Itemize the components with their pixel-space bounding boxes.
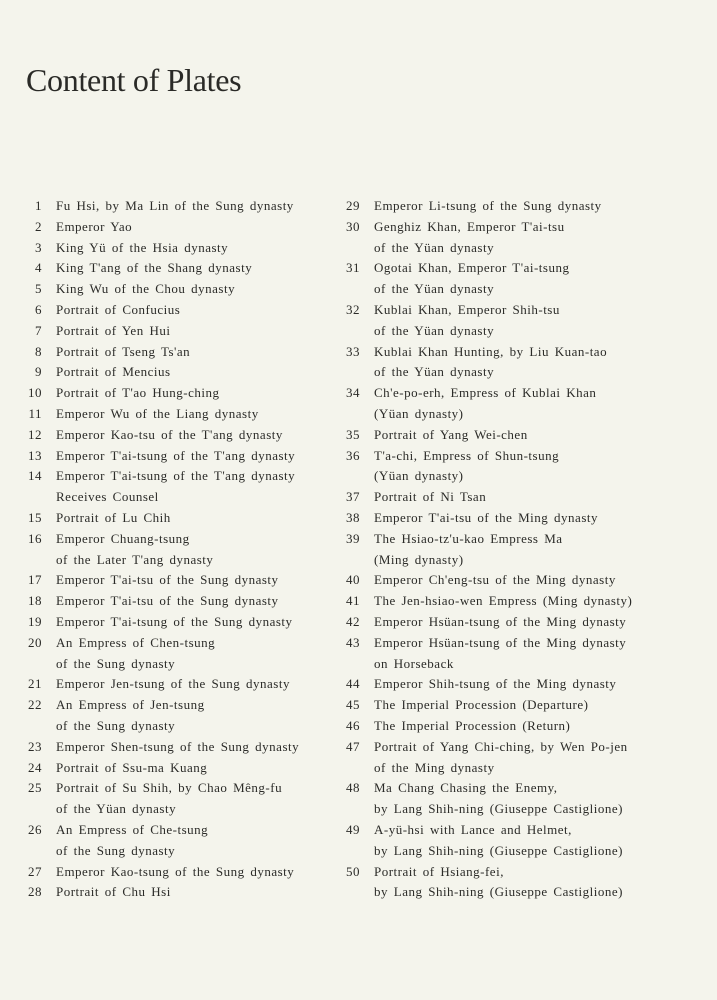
plate-title: A-yü-hsi with Lance and Helmet, <box>374 821 572 837</box>
plate-number: 32 <box>346 301 360 317</box>
plate-number <box>340 466 360 487</box>
plate-number: 27 <box>28 863 42 879</box>
plate-number: 1 <box>35 198 42 213</box>
plate-title: Emperor Kao-tsung of the Sung dynasty <box>56 863 295 879</box>
plate-number: 7 <box>35 322 42 338</box>
plate-entry <box>22 342 337 363</box>
plate-title: King Wu of the Chou dynasty <box>56 281 236 297</box>
plates-list-right <box>340 196 710 903</box>
plate-title: An Empress of Chen-tsung <box>56 634 216 650</box>
plate-entry <box>340 425 710 446</box>
plate-title: Ogotai Khan, Emperor T'ai-tsung <box>374 260 570 276</box>
plate-entry <box>340 529 710 550</box>
plate-number: 35 <box>346 426 360 442</box>
plate-number <box>340 279 360 300</box>
plate-number: 49 <box>346 821 360 837</box>
plate-entry <box>22 217 337 238</box>
plate-title: by Lang Shih-ning (Giuseppe Castiglione) <box>374 801 623 817</box>
plate-entry-continuation <box>340 550 710 571</box>
plate-number <box>22 799 42 820</box>
plate-entry <box>340 695 710 716</box>
plate-number: 44 <box>346 676 360 692</box>
plate-entry <box>22 820 337 841</box>
plate-title: Emperor Ch'eng-tsu of the Ming dynasty <box>374 572 616 588</box>
plate-entry <box>340 591 710 612</box>
plate-title: Portrait of T'ao Hung-ching <box>56 385 220 401</box>
plate-entry <box>22 466 337 487</box>
plate-number: 22 <box>28 697 42 713</box>
plate-number: 25 <box>28 780 42 796</box>
plate-title: Portrait of Tseng Ts'an <box>56 343 191 359</box>
plate-number: 26 <box>28 821 42 837</box>
plate-number <box>340 799 360 820</box>
plate-entry <box>22 591 337 612</box>
plate-number <box>340 321 360 342</box>
plate-title: Portrait of Mencius <box>56 364 171 380</box>
plate-title: Emperor Shen-tsung of the Sung dynasty <box>56 738 300 754</box>
plate-entry <box>340 446 710 467</box>
plate-entry <box>22 882 337 903</box>
plate-entry <box>340 862 710 883</box>
plate-title: of the Yüan dynasty <box>374 364 495 380</box>
plate-entry <box>22 862 337 883</box>
plate-entry-continuation <box>340 404 710 425</box>
plate-entry <box>340 487 710 508</box>
plate-entry <box>22 446 337 467</box>
plate-title: Emperor Hsüan-tsung of the Ming dynasty <box>374 634 627 650</box>
plate-title: The Jen-hsiao-wen Empress (Ming dynasty) <box>374 593 633 609</box>
plate-number: 14 <box>28 468 42 484</box>
plate-title: (Yüan dynasty) <box>374 405 464 421</box>
plate-entry <box>340 217 710 238</box>
plate-entry <box>22 279 337 300</box>
plate-number <box>340 758 360 779</box>
plate-number: 9 <box>35 364 42 380</box>
plate-entry-continuation <box>340 882 710 903</box>
plate-title: of the Yüan dynasty <box>374 281 495 297</box>
plate-number: 34 <box>346 385 360 401</box>
plate-entry <box>22 508 337 529</box>
plate-entry-continuation <box>22 841 337 862</box>
plate-title: Fu Hsi, by Ma Lin of the Sung dynasty <box>56 198 294 213</box>
plate-entry <box>22 612 337 633</box>
plate-title: King Yü of the Hsia dynasty <box>56 239 229 255</box>
plate-number: 30 <box>346 218 360 234</box>
plate-number: 21 <box>28 676 42 692</box>
plate-number: 12 <box>28 426 42 442</box>
plate-number: 3 <box>35 239 42 255</box>
plate-number: 38 <box>346 509 360 525</box>
plate-entry <box>22 404 337 425</box>
plate-title: Portrait of Yang Chi-ching, by Wen Po-jen <box>374 738 628 754</box>
plate-number <box>22 654 42 675</box>
plate-number: 40 <box>346 572 360 588</box>
plate-title: Emperor Wu of the Liang dynasty <box>56 405 259 421</box>
plate-entry-continuation <box>22 799 337 820</box>
plate-number: 45 <box>346 697 360 713</box>
plate-entry <box>22 258 337 279</box>
plate-title: of the Sung dynasty <box>56 717 176 733</box>
plate-title: Emperor T'ai-tsu of the Sung dynasty <box>56 572 279 588</box>
plate-entry <box>340 674 710 695</box>
plate-title: An Empress of Che-tsung <box>56 821 209 837</box>
plate-title: T'a-chi, Empress of Shun-tsung <box>374 447 560 463</box>
plate-title: Kublai Khan Hunting, by Liu Kuan-tao <box>374 343 608 359</box>
plates-list-left <box>22 196 337 903</box>
plate-title: Emperor T'ai-tsu of the Ming dynasty <box>374 509 598 525</box>
plate-title: The Imperial Procession (Return) <box>374 717 571 733</box>
plate-entry <box>340 737 710 758</box>
plate-number: 17 <box>28 572 42 588</box>
plate-entry-continuation <box>340 362 710 383</box>
plate-entry <box>22 196 337 217</box>
plate-number: 13 <box>28 447 42 463</box>
plate-entry <box>22 321 337 342</box>
plate-entry <box>340 820 710 841</box>
plate-title: of the Sung dynasty <box>56 655 176 671</box>
plate-title: by Lang Shih-ning (Giuseppe Castiglione) <box>374 842 623 858</box>
plate-number: 4 <box>35 260 42 276</box>
plate-number: 5 <box>35 281 42 297</box>
plate-entry-continuation <box>340 758 710 779</box>
plate-entry-continuation <box>340 321 710 342</box>
plate-number: 36 <box>346 447 360 463</box>
plate-entry <box>22 695 337 716</box>
plate-title: The Imperial Procession (Departure) <box>374 697 589 713</box>
plate-entry-continuation <box>22 654 337 675</box>
plate-number: 37 <box>346 489 360 505</box>
plate-entry-continuation <box>340 238 710 259</box>
plate-title: An Empress of Jen-tsung <box>56 697 205 713</box>
plate-number <box>340 362 360 383</box>
plate-entry <box>22 570 337 591</box>
plate-entry <box>340 300 710 321</box>
plate-entry <box>22 362 337 383</box>
plate-number: 10 <box>28 385 42 401</box>
plate-number <box>340 654 360 675</box>
plate-entry <box>22 425 337 446</box>
plate-number: 8 <box>35 343 42 359</box>
plate-title: Emperor T'ai-tsung of the T'ang dynasty <box>56 468 296 484</box>
plate-number: 33 <box>346 343 360 359</box>
plate-title: Portrait of Confucius <box>56 301 181 317</box>
plate-number: 2 <box>35 218 42 234</box>
plate-number: 15 <box>28 509 42 525</box>
plate-title: Emperor Kao-tsu of the T'ang dynasty <box>56 426 283 442</box>
plate-title: Kublai Khan, Emperor Shih-tsu <box>374 301 560 317</box>
plate-title: King T'ang of the Shang dynasty <box>56 260 253 276</box>
plate-title: Portrait of Lu Chih <box>56 509 171 525</box>
plate-entry <box>22 300 337 321</box>
plate-title: Ch'e-po-erh, Empress of Kublai Khan <box>374 385 597 401</box>
plate-title: Ma Chang Chasing the Enemy, <box>374 780 558 796</box>
plate-title: of the Ming dynasty <box>374 759 495 775</box>
plate-number: 48 <box>346 780 360 796</box>
plate-entry <box>22 758 337 779</box>
plate-entry <box>22 633 337 654</box>
plate-title: Emperor Li-tsung of the Sung dynasty <box>374 198 602 213</box>
plate-title: Portrait of Chu Hsi <box>56 884 171 900</box>
plate-title: of the Sung dynasty <box>56 842 176 858</box>
plate-title: Emperor Yao <box>56 218 133 234</box>
plate-entry <box>340 196 710 217</box>
plate-number: 47 <box>346 738 360 754</box>
plate-entry <box>340 570 710 591</box>
plate-title: Receives Counsel <box>56 489 159 505</box>
plate-entry <box>340 612 710 633</box>
plate-entry <box>340 778 710 799</box>
plate-entry-continuation <box>340 841 710 862</box>
plate-number <box>340 404 360 425</box>
plate-title: Portrait of Ni Tsan <box>374 489 487 505</box>
plate-number: 24 <box>28 759 42 775</box>
plate-entry <box>22 674 337 695</box>
plate-entry <box>22 529 337 550</box>
plate-entry-continuation <box>340 799 710 820</box>
plate-title: Emperor Jen-tsung of the Sung dynasty <box>56 676 290 692</box>
plate-number: 16 <box>28 530 42 546</box>
plate-entry <box>340 383 710 404</box>
plate-title: of the Yüan dynasty <box>374 322 495 338</box>
plate-title: Portrait of Ssu-ma Kuang <box>56 759 208 775</box>
plate-title: Portrait of Hsiang-fei, <box>374 863 504 879</box>
plate-number: 41 <box>346 593 360 609</box>
plate-entry <box>340 342 710 363</box>
plate-number <box>22 716 42 737</box>
plate-title: Emperor Shih-tsung of the Ming dynasty <box>374 676 617 692</box>
plate-title: Emperor T'ai-tsu of the Sung dynasty <box>56 593 279 609</box>
plate-number: 19 <box>28 613 42 629</box>
plate-title: by Lang Shih-ning (Giuseppe Castiglione) <box>374 884 623 900</box>
plate-entry <box>22 383 337 404</box>
plate-entry <box>22 737 337 758</box>
plate-number: 20 <box>28 634 42 650</box>
plate-number: 46 <box>346 717 360 733</box>
plate-number: 43 <box>346 634 360 650</box>
plate-number: 6 <box>35 301 42 317</box>
plate-entry <box>340 508 710 529</box>
plate-number: 28 <box>28 884 42 900</box>
plate-number: 50 <box>346 863 360 879</box>
plate-entry-continuation <box>22 487 337 508</box>
plate-number <box>22 550 42 571</box>
plate-title: of the Yüan dynasty <box>56 801 177 817</box>
plate-entry <box>22 238 337 259</box>
plate-number: 18 <box>28 593 42 609</box>
plate-number <box>340 550 360 571</box>
plate-title: Portrait of Su Shih, by Chao Mêng-fu <box>56 780 283 796</box>
plate-number: 31 <box>346 260 360 276</box>
plate-number: 29 <box>346 198 360 213</box>
plate-title: Portrait of Yen Hui <box>56 322 171 338</box>
plate-title: Portrait of Yang Wei-chen <box>374 426 528 442</box>
plate-title: (Yüan dynasty) <box>374 468 464 484</box>
plate-number: 23 <box>28 738 42 754</box>
plate-number <box>340 841 360 862</box>
plate-entry-continuation <box>340 654 710 675</box>
plate-title: of the Later T'ang dynasty <box>56 551 214 567</box>
plate-number: 42 <box>346 613 360 629</box>
plate-number <box>22 487 42 508</box>
plate-title: Emperor T'ai-tsung of the Sung dynasty <box>56 613 293 629</box>
plate-number <box>340 882 360 903</box>
plate-number <box>340 238 360 259</box>
plate-title: The Hsiao-tz'u-kao Empress Ma <box>374 530 563 546</box>
plate-title: Emperor Chuang-tsung <box>56 530 190 546</box>
page-title: Content of Plates <box>26 62 242 98</box>
plate-entry <box>22 778 337 799</box>
plate-entry-continuation <box>340 466 710 487</box>
plate-entry <box>340 716 710 737</box>
plate-entry-continuation <box>340 279 710 300</box>
plate-entry <box>340 258 710 279</box>
plate-title: Emperor T'ai-tsung of the T'ang dynasty <box>56 447 296 463</box>
plate-number <box>22 841 42 862</box>
plate-title: on Horseback <box>374 655 454 671</box>
plate-number: 11 <box>28 405 42 421</box>
plate-title: (Ming dynasty) <box>374 551 464 567</box>
plate-title: Genghiz Khan, Emperor T'ai-tsu <box>374 218 565 234</box>
plate-title: Emperor Hsüan-tsung of the Ming dynasty <box>374 613 627 629</box>
plate-number: 39 <box>346 530 360 546</box>
plate-entry-continuation <box>22 716 337 737</box>
plate-entry-continuation <box>22 550 337 571</box>
plate-title: of the Yüan dynasty <box>374 239 495 255</box>
plate-entry <box>340 633 710 654</box>
